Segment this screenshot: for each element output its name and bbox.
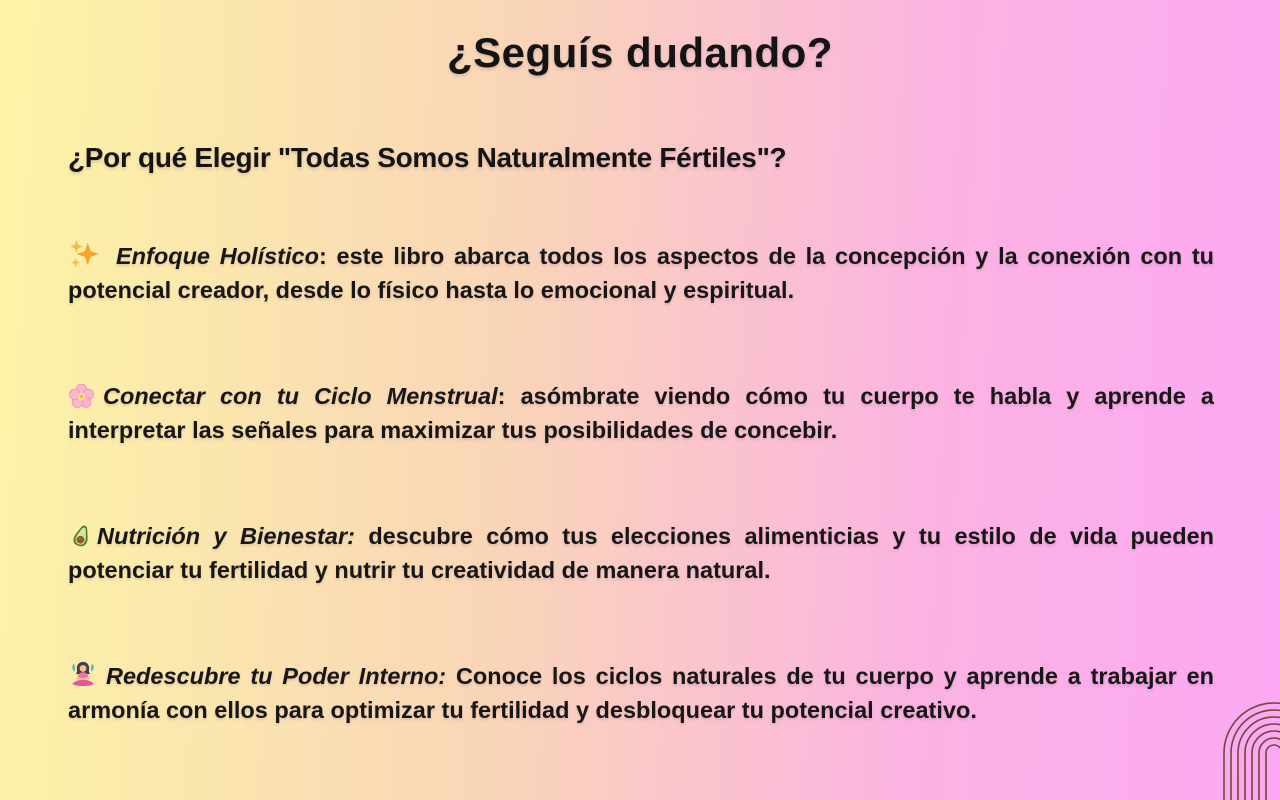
sparkles-icon [68,238,100,270]
benefit-body: Conoce los ciclos naturales de tu cuerpo y aprende a trabajar en armonía con ellos para optimizar tu fertilidad y desbloquear tu potencial creativo. [68,663,1215,723]
benefit-lead: Redescubre tu Poder Interno: [106,663,447,689]
benefit-lead: Enfoque Holístico [116,243,319,269]
benefit-colon: : [497,383,506,409]
nested-arches-decoration [1222,698,1280,800]
meditating-woman-icon [68,660,98,690]
benefit-body: descubre cómo tus elecciones alimenticias y tu estilo de vida pueden potenciar tu fertilidad y nutrir tu creatividad de manera natural. [68,523,1215,583]
benefit-enfoque-holistico [68,238,1214,307]
benefit-poder-interno [68,659,1214,727]
benefit-colon: : [318,243,327,269]
benefit-body: este libro abarca todos los aspectos de la concepción y la conexión con tu potencial creador, desde lo físico hasta lo emocional y espiritual. [68,243,1215,303]
section-subtitle: ¿Por qué Elegir "Todas Somos Naturalmente Fértiles"? [68,142,787,173]
benefit-lead: Nutrición y Bienestar: [97,523,355,549]
cherry-blossom-icon [68,383,95,410]
benefit-ciclo-menstrual [68,379,1214,447]
page-title: ¿Seguís dudando? [447,29,833,76]
benefit-lead: Conectar con tu Ciclo Menstrual [103,383,498,409]
benefit-body: asómbrate viendo cómo tu cuerpo te habla y aprende a interpretar las señales para maximizar tus posibilidades de concebir. [68,383,1214,443]
benefits-list [68,238,1214,727]
avocado-icon [68,523,95,550]
benefit-nutricion-bienestar [68,519,1214,587]
